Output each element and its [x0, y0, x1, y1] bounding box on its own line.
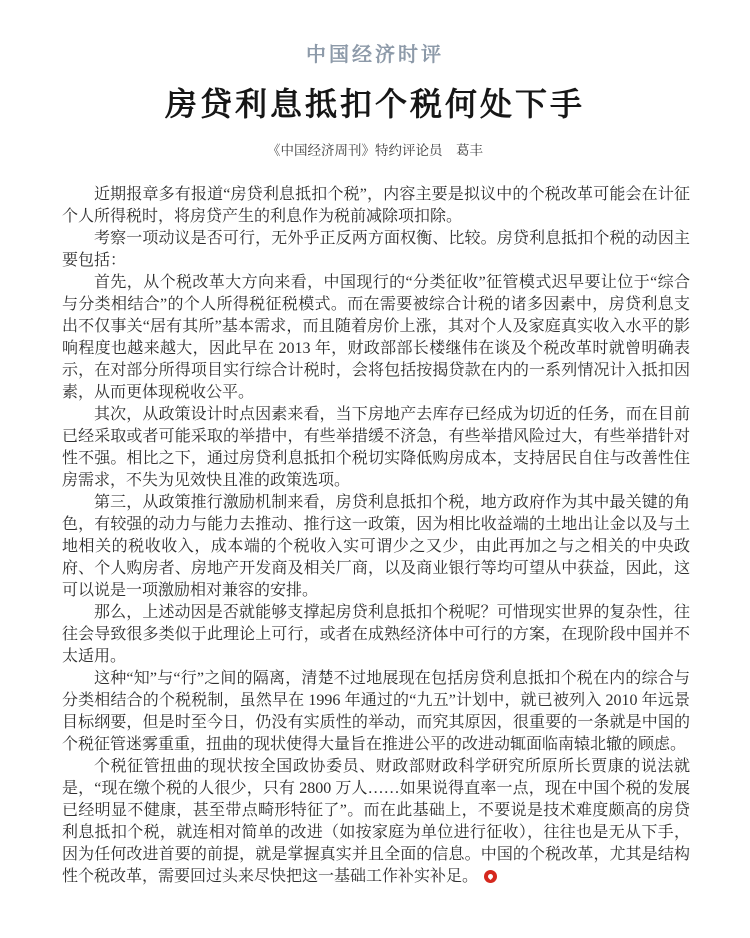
paragraph-text: 其次，从政策设计时点因素来看，当下房地产去库存已经成为切近的任务，而在目前已经采取或者可能采取的举措中，有些举措缓不济急，有些举措风险过大，有些举措针对性不强。相比之下，通过房贷利息抵扣个税切实降低购房成本，支持居民自住与改善性住房需求，不失为见效快且准的政策选项。 — [62, 406, 690, 489]
paragraph-text: 个税征管扭曲的现状按全国政协委员、财政部财政科学研究所原所长贾康的说法就是，“现在缴个税的人很少，只有 2800 万人……如果说得直率一点，现在中国个税的发展已经明显不健康，甚至带点畸形特征了”。而在此基础上，不要说是技术难度颇高的房贷利息抵扣个税，就连相对简单的改进（如按家庭为单位进行征收），往往也是无从下手，因为任何改进首要的前提，就是掌握真实并且全面的信息。中国的个税改革，尤其是结构性个税改革，需要回过头来尽快把这一基础工作补实补足。 — [62, 758, 690, 885]
paragraph-first-reason — [62, 272, 690, 404]
paragraph-text: 近期报章多有报道“房贷利息抵扣个税”，内容主要是拟议中的个税改革可能会在计征个人所得税时，将房贷产生的利息作为税前减除项扣除。 — [62, 186, 690, 225]
article-body — [62, 184, 690, 888]
paragraph-framing — [62, 228, 690, 272]
paragraph-second-reason — [62, 404, 690, 492]
paragraph-third-reason — [62, 492, 690, 602]
byline: 《中国经济周刊》特约评论员 葛丰 — [267, 143, 483, 158]
paragraph-text: 考察一项动议是否可行，无外乎正反两方面权衡、比较。房贷利息抵扣个税的动因主要包括： — [62, 230, 690, 269]
paragraph-text: 这种“知”与“行”之间的隔离，清楚不过地展现在包括房贷利息抵扣个税在内的综合与分类相结合的个税税制，虽然早在 1996 年通过的“九五”计划中，就已被列入 2010 年远景目标纲要，但是时至今日，仍没有实质性的举动，而究其原因，很重要的一条就是中国的个税征管迷雾重重，扭曲的现状使得大量旨在推进公平的改进动辄面临南辕北辙的顾虑。 — [62, 670, 690, 753]
journal-end-mark-icon — [484, 870, 497, 883]
column-header: 中国经济时评 — [306, 44, 444, 66]
paragraph-text: 首先，从个税改革大方向来看，中国现行的“分类征收”征管模式迟早要让位于“综合与分类相结合”的个人所得税征税模式。而在需要被综合计税的诸多因素中，房贷利息支出不仅事关“居有其所”基本需求，而且随着房价上涨，其对个人及家庭真实收入水平的影响程度也越来越大，因此早在 2013 年，财政部部长楼继伟在谈及个税改革时就曾明确表示，在对部分所得项目实行综合计税时，会将包括按揭贷款在内的一系列情况计入抵扣因素，从而更体现税收公平。 — [62, 274, 690, 401]
paragraph-counterpoint — [62, 602, 690, 668]
paragraph-intro — [62, 184, 690, 228]
paragraph-text: 第三，从政策推行激励机制来看，房贷利息抵扣个税，地方政府作为其中最关键的角色，有较强的动力与能力去推动、推行这一政策，因为相比收益端的土地出让金以及与土地相关的税收收入，成本端的个税收入实可谓少之又少，由此再加之与之相关的中央政府、个人购房者、房地产开发商及相关厂商，以及商业银行等均可望从中获益，因此，这可以说是一项激励相对兼容的安排。 — [62, 494, 690, 599]
article-title: 房贷利息抵扣个税何处下手 — [164, 86, 585, 122]
paragraph-conclusion — [62, 756, 690, 888]
paragraph-knowledge-gap — [62, 668, 690, 756]
paragraph-text: 那么，上述动因是否就能够支撑起房贷利息抵扣个税呢？可惜现实世界的复杂性，往往会导致很多类似于此理论上可行，或者在成熟经济体中可行的方案，在现阶段中国并不太适用。 — [62, 604, 690, 665]
